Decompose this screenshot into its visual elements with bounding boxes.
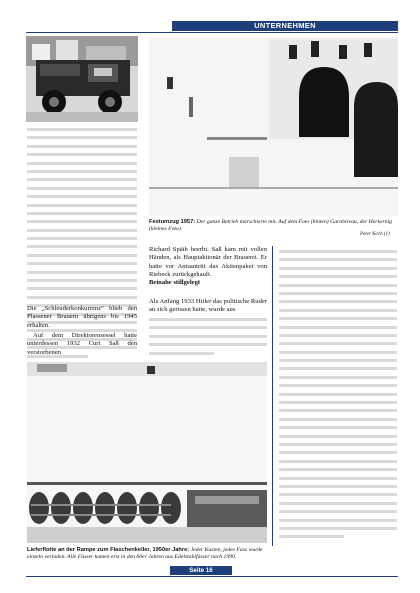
left-column-paragraph-2: Auf dem Direktorensessel hatte unterdessen 1932 Curt Saß den verstorbenen: [27, 332, 137, 356]
brewery-caption-text: Der ganze Betrieb marschierte mit. Auf dem Foto (hinten) Garnbireau, der Herkernig (kleines Foto).: [149, 219, 392, 232]
delivery-fleet-photo: [27, 362, 267, 543]
header-rule: [26, 32, 398, 33]
section-title: UNTERNEHMEN: [254, 21, 316, 30]
page-number-badge: [170, 566, 232, 575]
delivery-fleet-caption-text: Jeder Kasten, jedes Fass wurde einzeln verladen. Alle Fässer kamen erst in den 60er Jahren aus Edelstahlfässer nach 1990.: [27, 547, 263, 560]
delivery-fleet-caption-lead: Lieferflotte an der Rampe zum Flaschenkeller, 1950er Jahre:: [27, 547, 190, 553]
right-column-text-block: [279, 250, 397, 544]
brewery-caption: [149, 219, 398, 233]
middle-column-subhead: Beinahe stillgelegt: [149, 279, 201, 286]
brewery-photo-credit: Peter Koch (1): [360, 232, 390, 237]
delivery-fleet-caption: [27, 547, 267, 561]
column-rule: [272, 246, 273, 546]
middle-column-paragraph-2: Als Anfang 1933 Hitler das politische Ruder an sich gerissen hatte, wurde aus: [149, 298, 267, 314]
middle-column-text-block: [149, 318, 267, 360]
page-number: Seite 16: [189, 567, 213, 574]
truck-photo: [26, 36, 138, 122]
brewery-caption-lead: Festumzug 1957:: [149, 219, 196, 225]
brewery-photo: [149, 37, 398, 216]
middle-column-paragraph-1: Richard Späth beerbt. Saß kam mit vollen Händen, als Hauptaktionär der Brauerei. Er hatte vor Antsantritt das Aktienpaket von Riebeck zurückgekauft.: [149, 246, 267, 279]
left-column-paragraph-1: Die „Schleuderkonkurrenz“ blieb den Plassener Brauern übrigens bis 1945 erhalten.: [27, 305, 137, 329]
footer-rule: [26, 576, 398, 577]
section-header: [172, 21, 398, 31]
